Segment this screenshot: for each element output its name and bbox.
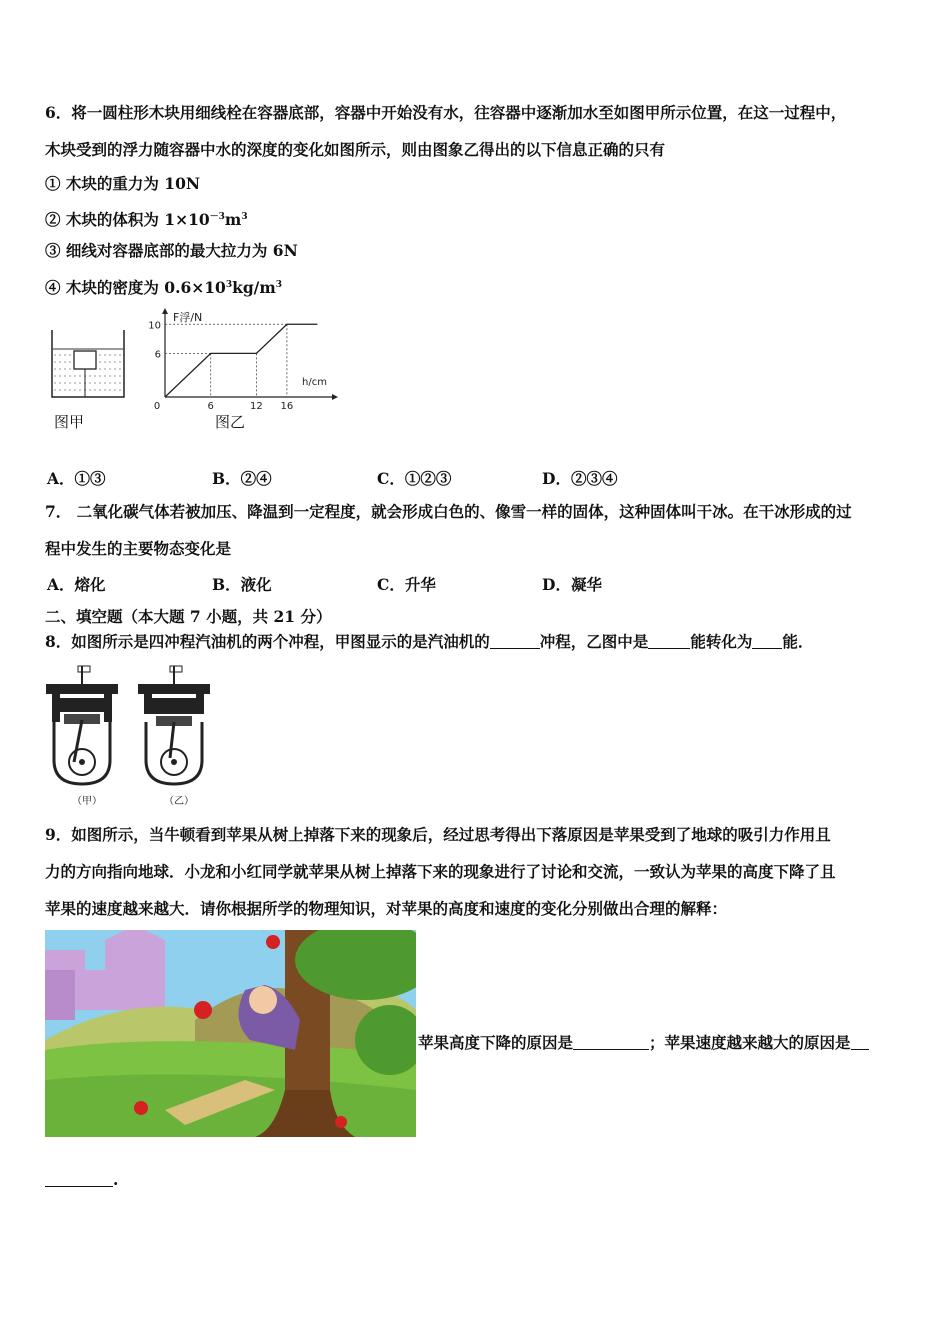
- engine-jia: [46, 666, 118, 784]
- section-heading: 二、填空题（本大题 7 小题，共 21 分）: [45, 607, 332, 626]
- engine-yi: [138, 666, 210, 784]
- fig-jia-caption: 图甲: [54, 413, 85, 431]
- q6-stem-line1: 6．将一圆柱形木块用细线栓在容器底部，容器中开始没有水，往容器中逐渐加水至如图甲所示位置，在这一过程中，: [45, 103, 847, 122]
- figure-chart-yi: [140, 305, 350, 435]
- q6-option-d[interactable]: D．②③④: [542, 469, 618, 488]
- q9-answer-continuation: .: [45, 1170, 118, 1190]
- newton-apple-illustration: [45, 930, 416, 1137]
- figure-engines: [44, 662, 214, 810]
- y-axis-label: F浮/N: [173, 311, 203, 324]
- q7-stem-line2: 程中发生的主要物态变化是: [45, 539, 232, 558]
- q9-stem-line2: 力的方向指向地球．小龙和小红同学就苹果从树上掉落下来的现象进行了讨论和交流，一致认为苹果的高度下降了且: [45, 862, 836, 881]
- q6-option-a[interactable]: A．①③: [47, 469, 106, 488]
- q9-blank-1[interactable]: [573, 1035, 649, 1050]
- q7-option-a[interactable]: A．熔化: [47, 575, 106, 594]
- fig-yi-caption: 图乙: [215, 413, 246, 431]
- q7-option-b[interactable]: B．液化: [212, 575, 272, 594]
- x-axis-label: h/cm: [302, 377, 327, 388]
- q6-option-b[interactable]: B．②④: [212, 469, 272, 488]
- x-tick-label: 0: [153, 401, 161, 410]
- q7-option-d[interactable]: D．凝华: [542, 575, 602, 594]
- y-tick-label: 10: [148, 320, 161, 332]
- x-tick-label: 16: [280, 401, 294, 410]
- q8-blank-3[interactable]: [752, 634, 782, 649]
- q7-stem-line1: 7． 二氧化碳气体若被加压、降温到一定程度，就会形成白色的、像雪一样的固体，这种固体叫干冰。在干冰形成的过: [45, 502, 852, 521]
- q8-stem: 8．如图所示是四冲程汽油机的两个冲程，甲图显示的是汽油机的 冲程，乙图中是 能转化为 能．: [45, 632, 814, 651]
- y-tick-label: 6: [154, 349, 161, 361]
- q6-stem-line2: 木块受到的浮力随容器中水的深度的变化如图所示，则由图象乙得出的以下信息正确的只有: [45, 140, 666, 159]
- q9-blank-2a[interactable]: [851, 1035, 869, 1050]
- q7-option-c[interactable]: C．升华: [377, 575, 436, 594]
- q6-statement-3: ③ 细线对容器底部的最大拉力为 6N: [45, 241, 298, 260]
- wooden-block: [74, 351, 96, 369]
- q6-statement-4: ④ 木块的密度为 $0.6\times 10^3kg/m^3$: [45, 278, 282, 297]
- q9-stem-line3: 苹果的速度越来越大．请你根据所学的物理知识，对苹果的高度和速度的变化分别做出合理的解释：: [45, 899, 728, 918]
- engine-strokes-diagram: [44, 662, 214, 792]
- engine-jia-caption: （甲）: [72, 796, 102, 807]
- force-depth-series: [165, 324, 317, 397]
- x-tick-label: 12: [250, 401, 263, 410]
- q6-statement-2: ② 木块的体积为 $1\times 10^{-3}m^3$: [45, 210, 248, 229]
- q8-blank-1[interactable]: [490, 634, 540, 649]
- q9-blank-2b[interactable]: [45, 1172, 113, 1187]
- q9-answer-line: 苹果高度下降的原因是 ；苹果速度越来越大的原因是: [418, 1033, 869, 1053]
- q6-option-c[interactable]: C．①②③: [377, 469, 452, 488]
- q6-statement-1: ① 木块的重力为 10N: [45, 174, 201, 193]
- q9-stem-line1: 9．如图所示，当牛顿看到苹果从树上掉落下来的现象后，经过思考得出下落原因是苹果受到了地球的吸引力作用且: [45, 825, 831, 844]
- q8-blank-2[interactable]: [648, 634, 690, 649]
- engine-yi-caption: （乙）: [164, 796, 194, 807]
- buoyancy-depth-chart: [140, 305, 350, 410]
- x-tick-label: 6: [207, 401, 214, 410]
- figure-container-jia: [44, 325, 134, 435]
